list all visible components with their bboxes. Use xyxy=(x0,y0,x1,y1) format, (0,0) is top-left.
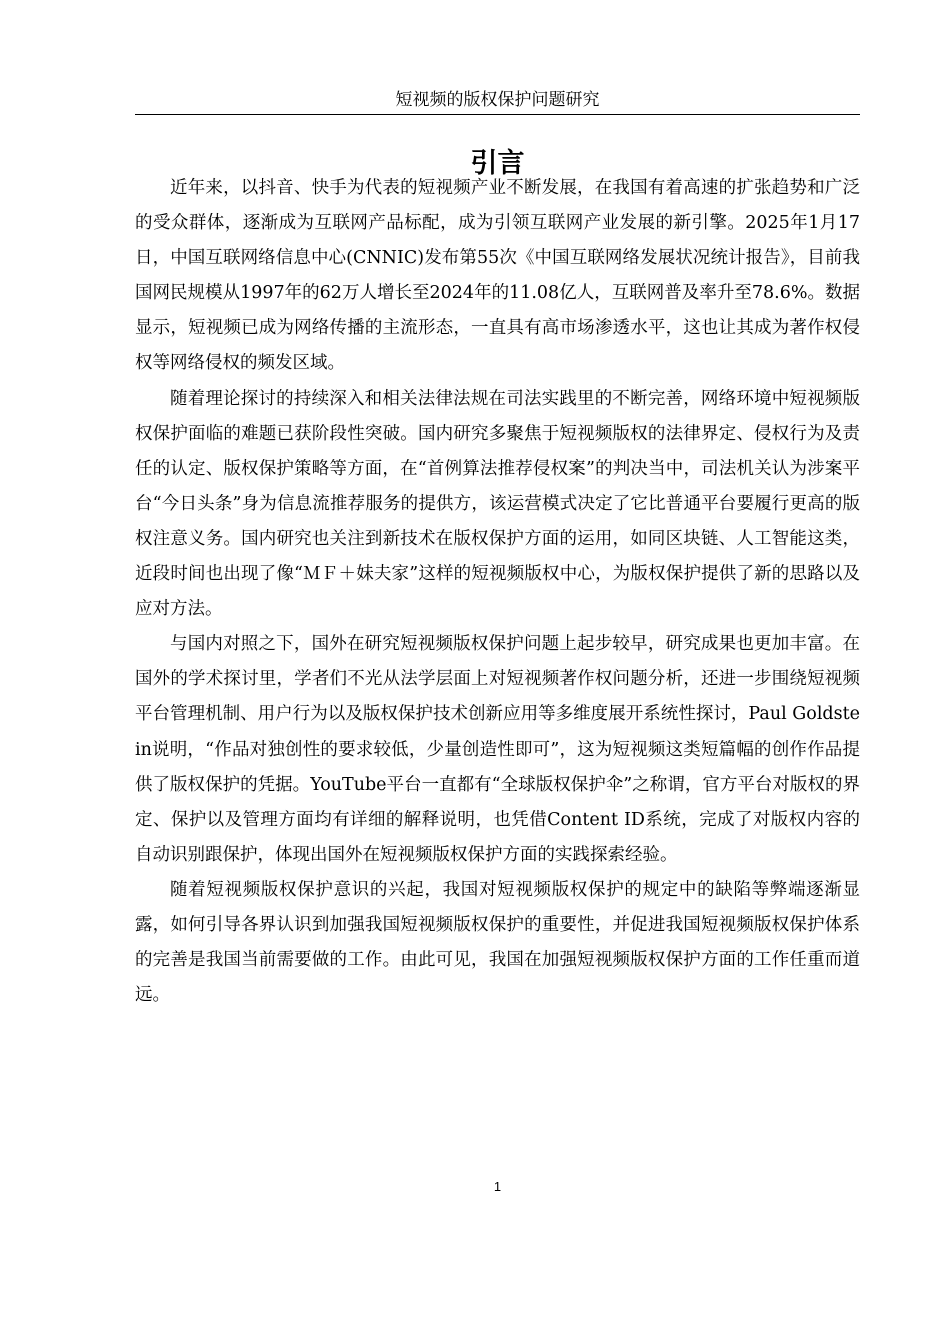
page-title: 引言 xyxy=(470,148,525,179)
body-text xyxy=(135,171,860,1013)
page-number: 1 xyxy=(493,1179,502,1194)
page-header xyxy=(135,88,860,115)
paragraph: 与国内对照之下，国外在研究短视频版权保护问题上起步较早，研究成果也更加丰富。在国外的学术探讨里，学者们不光从法学层面上对短视频著作权问题分析，还进一步围绕短视频平台管理机制、用户行为以及版权保护技术创新应用等多维度展开系统性探讨，Paul Goldstein说明，“作品对独创性的要求较低，少量创造性即可”，这为短视频这类短篇幅的创作作品提供了版权保护的凭据。YouTube平台一直都有“全球版权保护伞”之称谓，官方平台对版权的界定、保护以及管理方面均有详细的解释说明，也凭借Content ID系统，完成了对版权内容的自动识别跟保护，体现出国外在短视频版权保护方面的实践探索经验。 xyxy=(135,634,860,865)
paragraph: 近年来，以抖音、快手为代表的短视频产业不断发展，在我国有着高速的扩张趋势和广泛的受众群体，逐渐成为互联网产品标配，成为引领互联网产业发展的新引擎。2025年1月17日，中国互联网络信息中心(CNNIC)发布第55次《中国互联网络发展状况统计报告》，目前我国网民规模从1997年的62万人增长至2024年的11.08亿人，互联网普及率升至78.6%。数据显示，短视频已成为网络传播的主流形态，一直具有高市场渗透水平，这也让其成为著作权侵权等网络侵权的频发区域。 xyxy=(135,178,860,374)
paragraph: 随着理论探讨的持续深入和相关法律法规在司法实践里的不断完善，网络环境中短视频版权保护面临的难题已获阶段性突破。国内研究多聚焦于短视频版权的法律界定、侵权行为及责任的认定、版权保护策略等方面，在“首例算法推荐侵权案”的判决当中，司法机关认为涉案平台“今日头条”身为信息流推荐服务的提供方，该运营模式决定了它比普通平台要履行更高的版权注意义务。国内研究也关注到新技术在版权保护方面的运用，如同区块链、人工智能这类，近段时间也出现了像“ＭＦ＋妹夫家”这样的短视频版权中心，为版权保护提供了新的思路以及应对方法。 xyxy=(135,388,860,620)
running-title: 短视频的版权保护问题研究 xyxy=(395,90,600,110)
paragraph: 随着短视频版权保护意识的兴起，我国对短视频版权保护的规定中的缺陷等弊端逐渐显露，如何引导各界认识到加强我国短视频版权保护的重要性，并促进我国短视频版权保护体系的完善是我国当前需要做的工作。由此可见，我国在加强短视频版权保护方面的工作任重而道远。 xyxy=(135,879,860,1006)
